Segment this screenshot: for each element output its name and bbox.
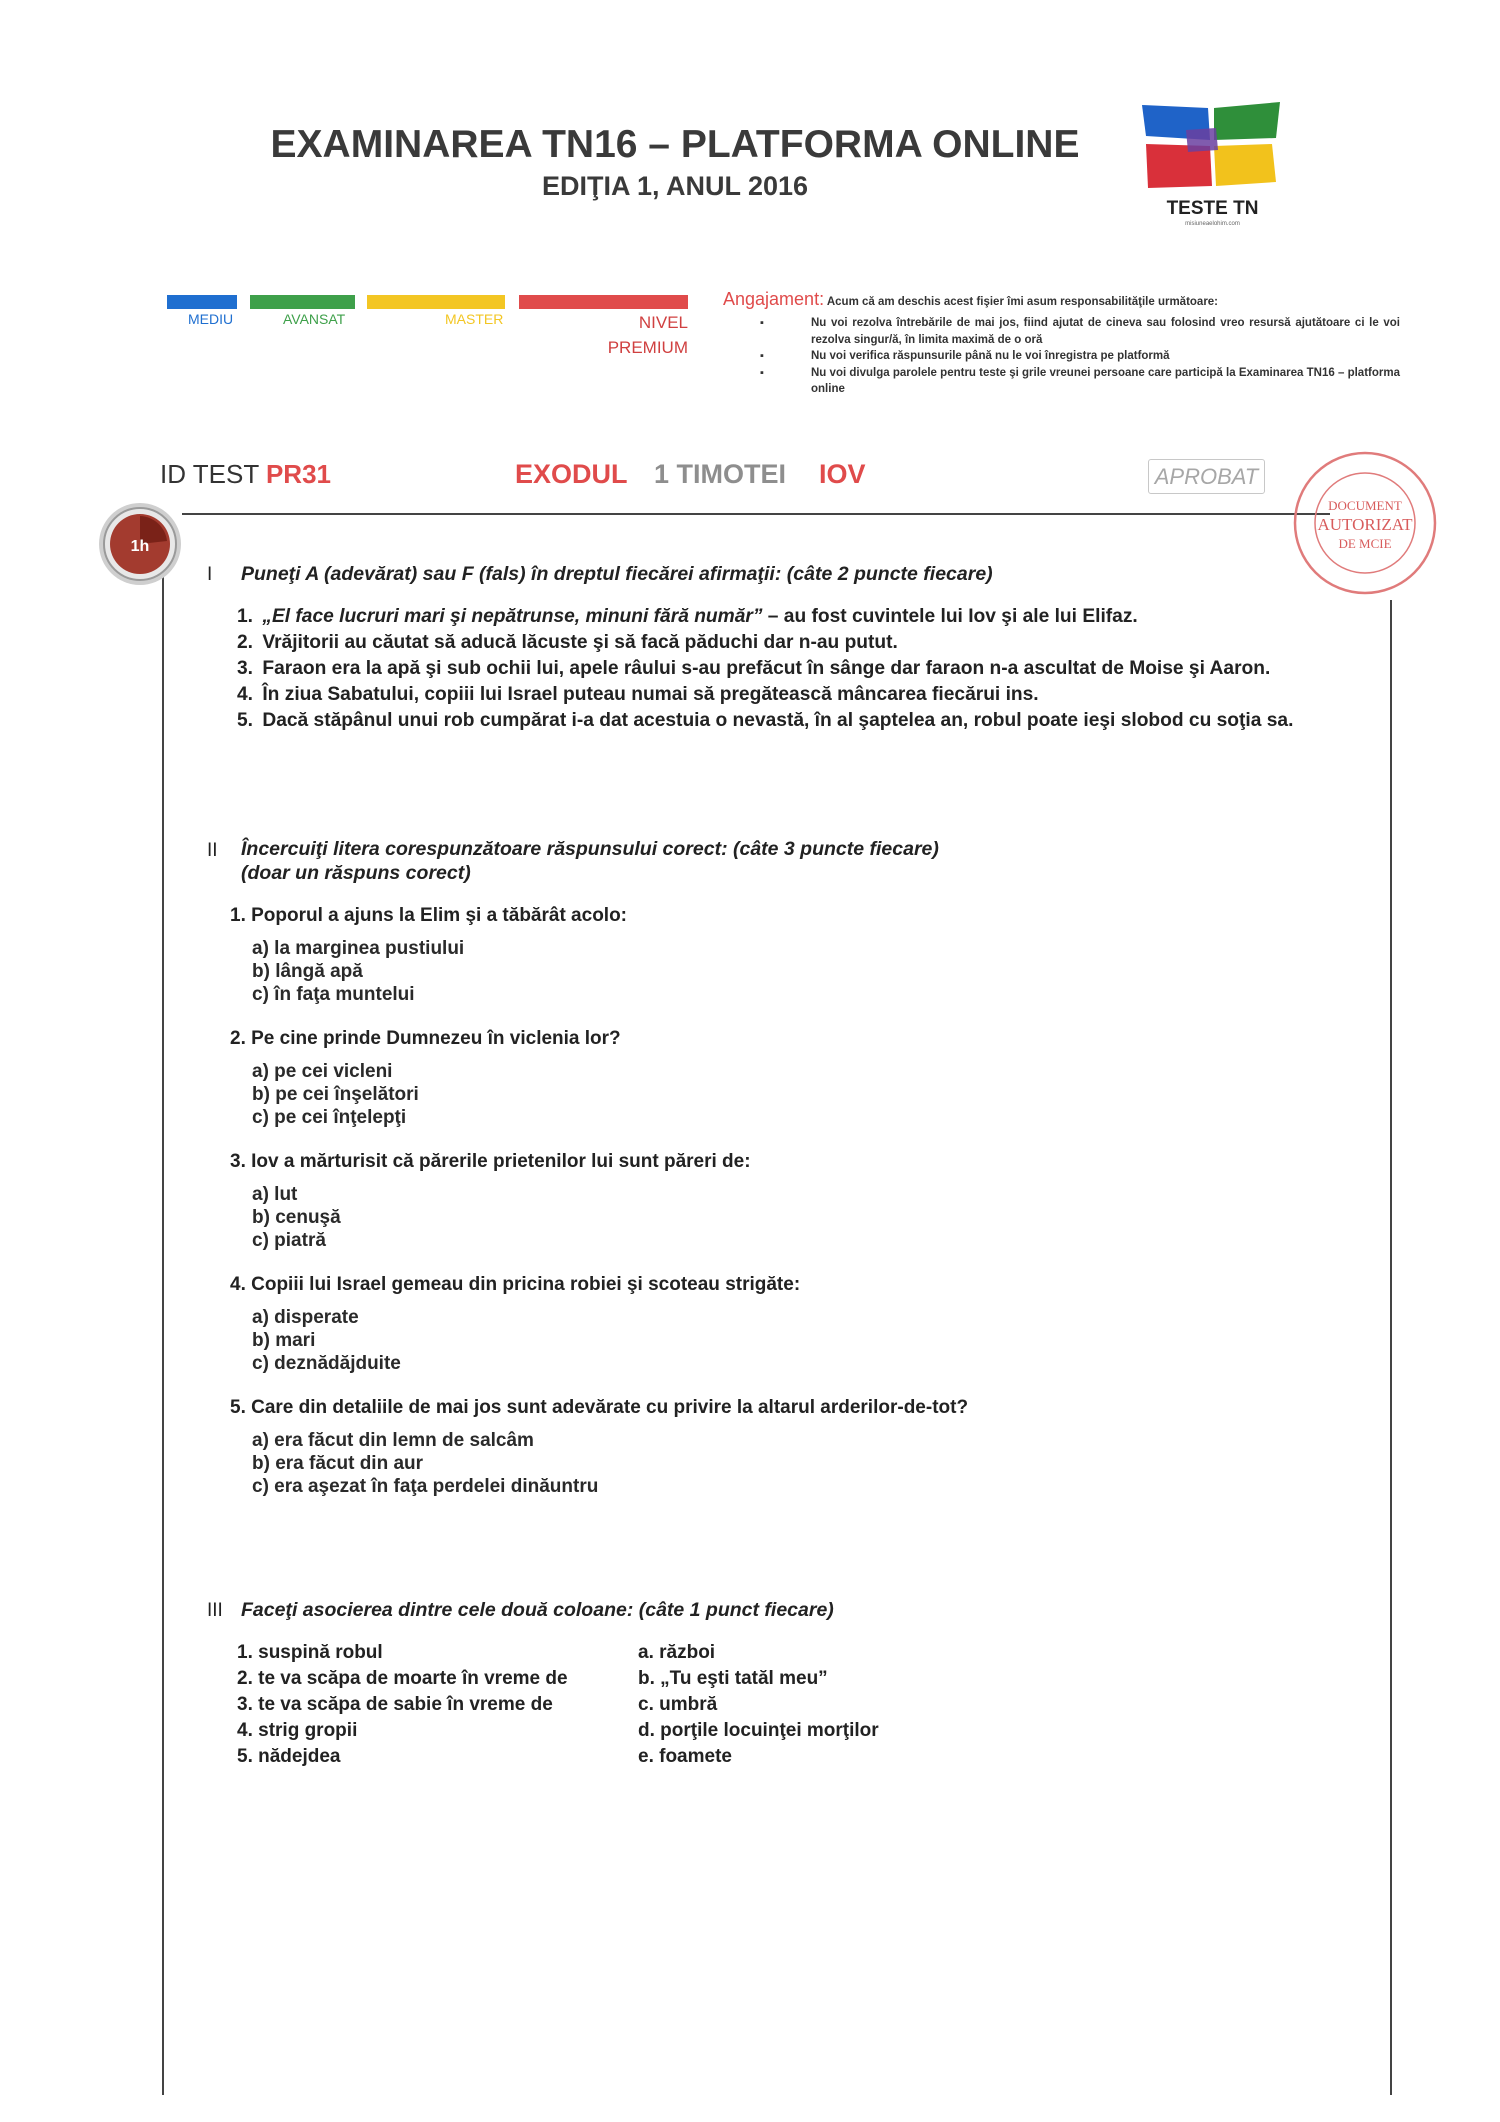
question-3-options bbox=[252, 1183, 952, 1252]
book-iov: IOV bbox=[819, 459, 866, 489]
angajament-item: ▪ Nu voi verifica răspunsurile până nu le voi înregistra pe platformă bbox=[760, 348, 1400, 365]
stamp-line-3: DE MCIE bbox=[1338, 536, 1392, 551]
section-1-number: I bbox=[207, 564, 213, 585]
item-text: Dacă stăpânul unui rob cumpărat i-a dat acestuia o nevastă, în al şaptelea an, robul poate ieşi slobod cu soţia sa. bbox=[262, 710, 1294, 731]
page-subtitle: EDIŢIA 1, ANUL 2016 bbox=[541, 171, 809, 201]
book-1-timotei: 1 TIMOTEI bbox=[654, 459, 787, 489]
left-border-line bbox=[162, 545, 164, 2095]
item-number: 2. bbox=[237, 632, 254, 653]
test-id-label: ID TEST bbox=[160, 459, 259, 489]
item-text: Vrăjitorii au căutat să aducă lăcuste şi să facă păduchi dar n-au putut. bbox=[262, 632, 898, 653]
question-3: 3. Iov a mărturisit că părerile prietenilor lui sunt păreri de: bbox=[230, 1151, 751, 1172]
answer-option: c) era aşezat în faţa perdelei dinăuntru bbox=[252, 1476, 599, 1497]
level-bar-avansat bbox=[250, 295, 355, 309]
level-bar-mediu bbox=[167, 295, 237, 309]
association-right-item: b. „Tu eşti tatăl meu” bbox=[638, 1668, 828, 1689]
list-item bbox=[237, 708, 1367, 734]
association-right-item: c. umbră bbox=[638, 1694, 718, 1715]
section-3-number: III bbox=[207, 1600, 223, 1621]
book-exodul: EXODUL bbox=[515, 459, 628, 489]
association-left-item: 2. te va scăpa de moarte în vreme de bbox=[237, 1668, 568, 1689]
item-text: – au fost cuvintele lui Iov şi ale lui Elifaz. bbox=[762, 606, 1138, 627]
logo-subtext: misiuneaelohim.com bbox=[1185, 221, 1240, 227]
item-number: 4. bbox=[237, 684, 254, 705]
logo-yellow-block bbox=[1214, 144, 1276, 186]
angajament-list bbox=[760, 315, 1400, 398]
question-1-options bbox=[252, 937, 952, 1006]
level-label-mediu: MEDIU bbox=[188, 311, 234, 327]
section-2-number: II bbox=[207, 840, 218, 861]
answer-option: b) era făcut din aur bbox=[252, 1453, 424, 1474]
level-label-nivel: NIVEL bbox=[638, 313, 688, 332]
question-4: 4. Copiii lui Israel gemeau din pricina robiei şi scoteau strigăte: bbox=[230, 1274, 801, 1295]
section-3-title: Faceţi asocierea dintre cele două coloane: (câte 1 punct fiecare) bbox=[241, 1599, 834, 1621]
angajament-intro: Acum că am deschis acest fişier îmi asum responsabilităţile următoare: bbox=[826, 296, 1219, 308]
item-text: În ziua Sabatului, copiii lui Israel puteau numai să pregătească mâncarea fiecărui ins. bbox=[262, 684, 1039, 705]
item-number: 3. bbox=[237, 658, 254, 679]
item-text: Faraon era la apă şi sub ochii lui, apele râului s-au prefăcut în sânge dar faraon n-a ascultat de Moise şi Aaron. bbox=[262, 658, 1271, 679]
association-left-item: 1. suspină robul bbox=[237, 1642, 383, 1663]
association-left-column bbox=[237, 1640, 637, 1770]
answer-option: b) cenuşă bbox=[252, 1207, 341, 1228]
question-5: 5. Care din detaliile de mai jos sunt adevărate cu privire la altarul arderilor-de-tot? bbox=[230, 1397, 969, 1418]
answer-option: a) la marginea pustiului bbox=[252, 938, 465, 959]
test-id bbox=[160, 459, 331, 490]
section-1-list bbox=[237, 604, 1367, 734]
association-left-item: 4. strig gropii bbox=[237, 1720, 358, 1741]
timer-duration: 1h bbox=[130, 538, 150, 555]
answer-option: a) lut bbox=[252, 1184, 298, 1205]
answer-option: a) disperate bbox=[252, 1307, 359, 1328]
answer-option: c) piatră bbox=[252, 1230, 326, 1251]
association-right-item: e. foamete bbox=[638, 1746, 732, 1767]
level-label-master: MASTER bbox=[445, 311, 504, 327]
angajament-item: ▪ Nu voi divulga parolele pentru teste şi grile vreunei persoane care participă la Examinarea TN16 – platforma online bbox=[760, 365, 1400, 398]
list-item bbox=[237, 656, 1367, 682]
association-right-column bbox=[638, 1640, 1038, 1770]
question-2-options bbox=[252, 1060, 952, 1129]
logo-purple-block bbox=[1186, 128, 1218, 152]
association-left-item: 5. nădejdea bbox=[237, 1746, 341, 1767]
header-divider bbox=[182, 513, 1330, 515]
logo-text: TESTE TN bbox=[1166, 198, 1259, 219]
list-item bbox=[237, 630, 1367, 656]
right-border-line bbox=[1390, 600, 1392, 2095]
item-number: 1. bbox=[237, 606, 254, 627]
association-right-item: a. război bbox=[638, 1642, 716, 1663]
timer-badge-icon bbox=[97, 501, 183, 587]
logo-green-block bbox=[1214, 102, 1280, 140]
answer-option: a) pe cei vicleni bbox=[252, 1061, 393, 1082]
stamp-line-1: DOCUMENT bbox=[1328, 498, 1402, 513]
list-item bbox=[237, 682, 1367, 708]
level-label-avansat: AVANSAT bbox=[283, 311, 346, 327]
section-2-subtitle: (doar un răspuns corect) bbox=[241, 862, 471, 884]
angajament-heading bbox=[723, 289, 1423, 310]
angajament-word: Angajament: bbox=[723, 289, 825, 309]
test-id-code: PR31 bbox=[265, 459, 332, 489]
stamp-line-2: AUTORIZAT bbox=[1317, 515, 1413, 534]
level-bar-premium bbox=[519, 295, 688, 309]
answer-option: b) lângă apă bbox=[252, 961, 363, 982]
question-2: 2. Pe cine prinde Dumnezeu în viclenia lor? bbox=[230, 1028, 621, 1049]
level-bar-master bbox=[367, 295, 505, 309]
association-left-item: 3. te va scăpa de sabie în vreme de bbox=[237, 1694, 553, 1715]
item-quote: „El face lucruri mari şi nepătrunse, minuni fără număr” bbox=[262, 606, 763, 627]
association-right-item: d. porţile locuinţei morţilor bbox=[638, 1720, 879, 1741]
answer-option: a) era făcut din lemn de salcâm bbox=[252, 1430, 534, 1451]
answer-option: b) mari bbox=[252, 1330, 316, 1351]
approved-box: APROBAT bbox=[1148, 459, 1265, 494]
angajament-item: ▪ Nu voi rezolva întrebările de mai jos, fiind ajutat de cineva sau folosind vreo resursă ajutătoare ci le voi rezolva singur/ă, în limita maximă de o oră bbox=[760, 315, 1400, 348]
answer-option: c) deznădăjduite bbox=[252, 1353, 401, 1374]
item-number: 5. bbox=[237, 710, 254, 731]
section-2-title: Încercuiţi litera corespunzătoare răspunsului corect: (câte 3 puncte fiecare) bbox=[241, 838, 939, 860]
question-4-options bbox=[252, 1306, 952, 1375]
answer-option: b) pe cei înşelători bbox=[252, 1084, 419, 1105]
level-label-premium: PREMIUM bbox=[607, 338, 688, 357]
section-1-title: Puneţi A (adevărat) sau F (fals) în dreptul fiecărei afirmaţii: (câte 2 puncte fiecare) bbox=[241, 563, 993, 585]
list-item bbox=[237, 604, 1367, 630]
question-5-options bbox=[252, 1429, 952, 1498]
answer-option: c) în faţa muntelui bbox=[252, 984, 415, 1005]
answer-option: c) pe cei înţelepţi bbox=[252, 1107, 407, 1128]
page-title: EXAMINAREA TN16 – PLATFORMA ONLINE bbox=[270, 123, 1080, 166]
question-1: 1. Poporul a ajuns la Elim şi a tăbărât acolo: bbox=[230, 905, 628, 926]
